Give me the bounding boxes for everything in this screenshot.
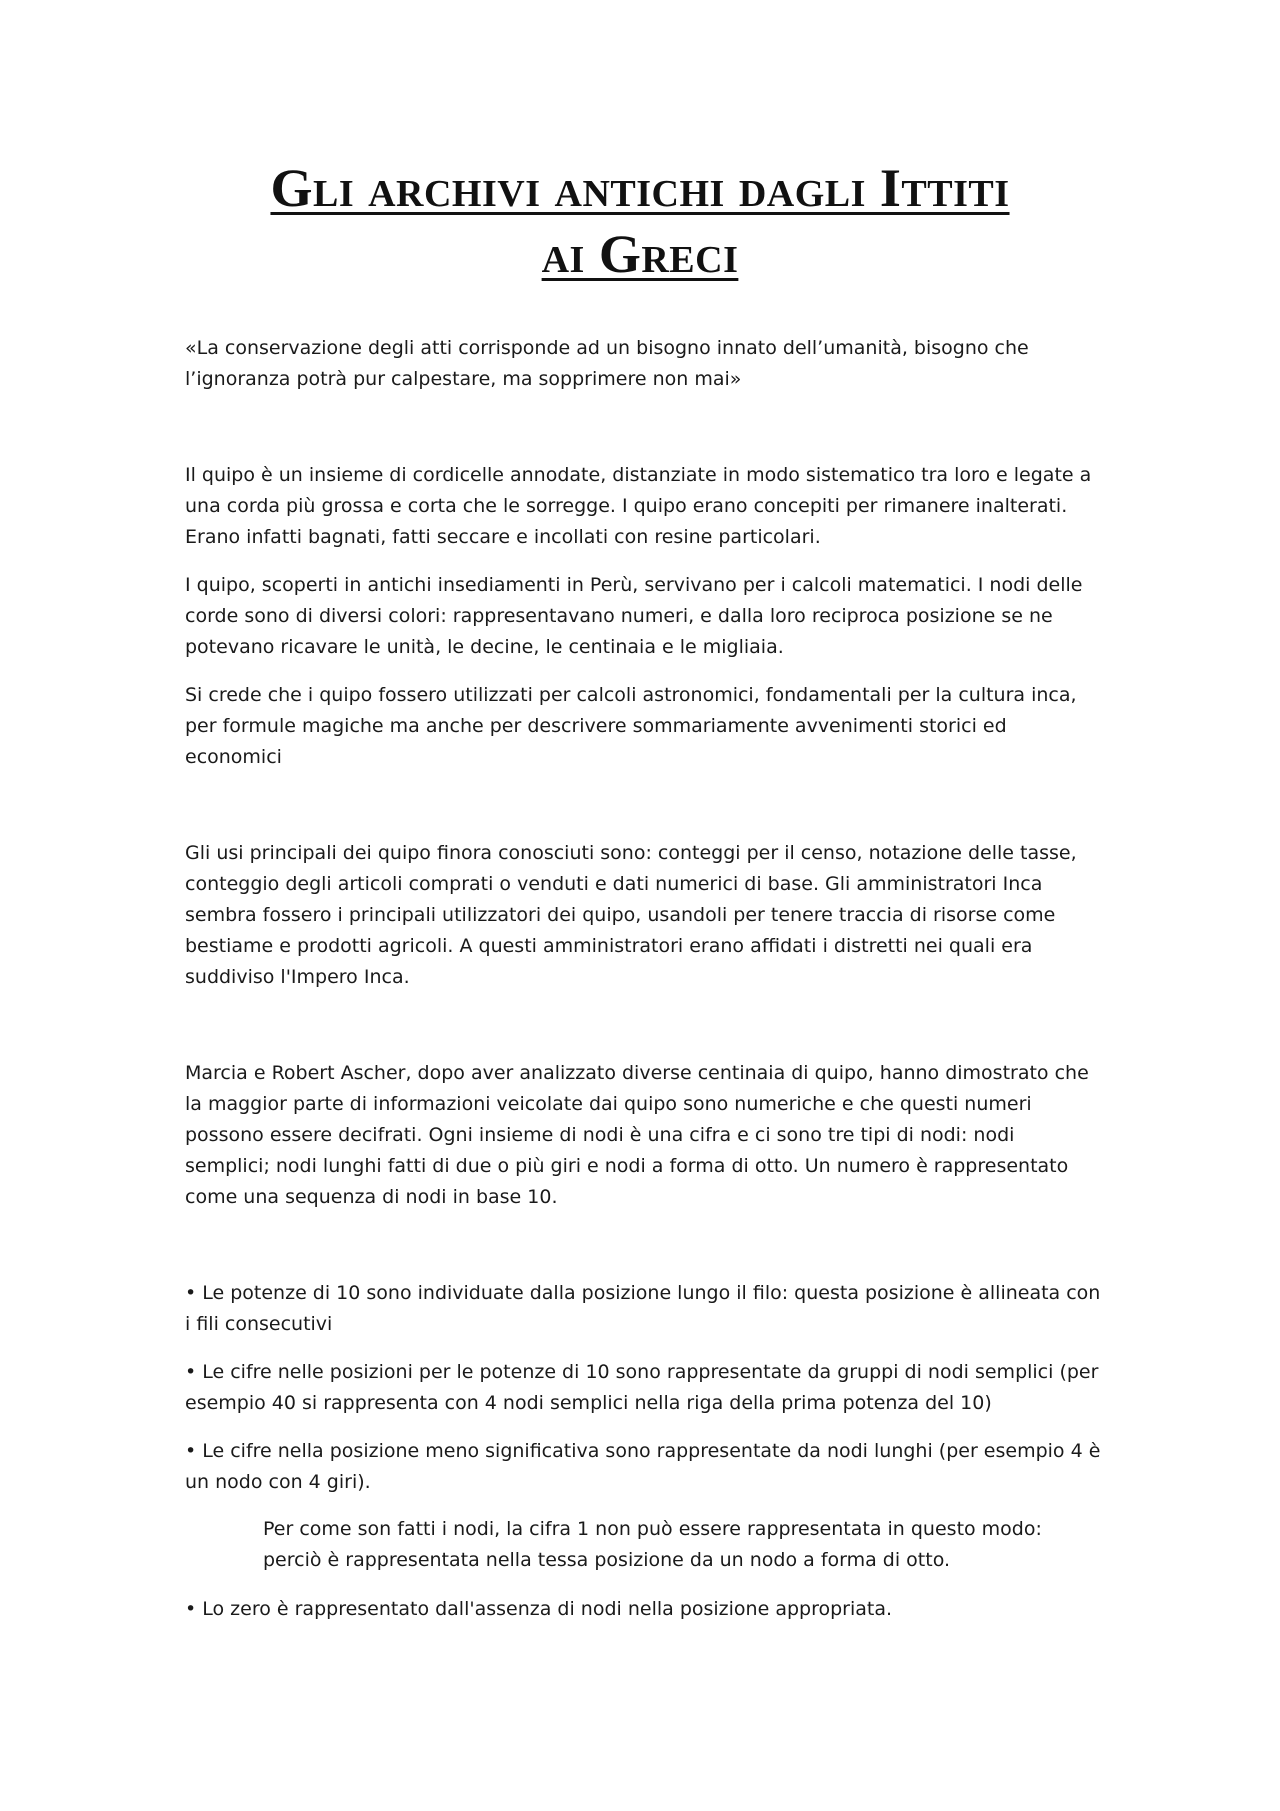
page-title-line-2: ai Greci — [541, 224, 739, 284]
document-body — [185, 0, 1105, 1811]
paragraph-ascher-study: Marcia e Robert Ascher, dopo aver analizzato diverse centinaia di quipo, hanno dimostrato che la maggior parte di informazioni veicolate dai quipo sono numeriche e che questi numeri possono essere decifrati. Ogni insieme di nodi è una cifra e ci sono tre tipi di nodi: nodi semplici; nodi lunghi fatti di due o più giri e nodi a forma di otto. Un numero è rappresentato come una sequenza di nodi in base 10. — [185, 1062, 1089, 1208]
paragraph-quipo-main-uses: Gli usi principali dei quipo finora conosciuti sono: conteggi per il censo, notazione delle tasse, conteggio degli articoli comprati o venduti e dati numerici di base. Gli amministratori Inca sembra fossero i principali utilizzatori dei quipo, usandoli per tenere traccia di risorse come bestiame e prodotti agricoli. A questi amministratori erano affidati i distretti nei quali era suddiviso l'Impero Inca. — [185, 842, 1077, 988]
paragraph-quipo-uses-belief: Si crede che i quipo fossero utilizzati per calcoli astronomici, fondamentali per la cultura inca, per formule magiche ma anche per descrivere sommariamente avvenimenti storici ed economici — [185, 684, 1077, 768]
indented-note-figure-eight: Per come son fatti i nodi, la cifra 1 non può essere rappresentata in questo modo: perciò è rappresentata nella tessa posizione da un nodo a forma di otto. — [263, 1518, 1042, 1571]
page-title-line-1: Gli archivi antichi dagli Ittiti — [270, 158, 1010, 218]
bullet-long-knots: • Le cifre nella posizione meno significativa sono rappresentate da nodi lunghi (per esempio 4 è un nodo con 4 giri). — [185, 1440, 1101, 1493]
bullet-powers-of-ten: • Le potenze di 10 sono individuate dalla posizione lungo il filo: questa posizione è allineata con i fili consecutivi — [185, 1282, 1101, 1335]
paragraph-quipo-peru: I quipo, scoperti in antichi insediamenti in Perù, servivano per i calcoli matematici. I nodi delle corde sono di diversi colori: rappresentavano numeri, e dalla loro reciproca posizione se ne potevano ricavare le unità, le decine, le centinaia e le migliaia. — [185, 574, 1083, 658]
bullet-zero: • Lo zero è rappresentato dall'assenza di nodi nella posizione appropriata. — [185, 1598, 893, 1620]
bullet-simple-knots: • Le cifre nelle posizioni per le potenze di 10 sono rappresentate da gruppi di nodi semplici (per esempio 40 si rappresenta con 4 nodi semplici nella riga della prima potenza del 10) — [185, 1361, 1099, 1414]
paragraph-quipo-definition: Il quipo è un insieme di cordicelle annodate, distanziate in modo sistematico tra loro e legate a una corda più grossa e corta che le sorregge. I quipo erano concepiti per rimanere inalterati. Erano infatti bagnati, fatti seccare e incollati con resine particolari. — [185, 464, 1092, 548]
opening-quote: «La conservazione degli atti corrisponde ad un bisogno innato dell’umanità, bisogno che l’ignoranza potrà pur calpestare, ma sopprimere non mai» — [185, 337, 1029, 390]
